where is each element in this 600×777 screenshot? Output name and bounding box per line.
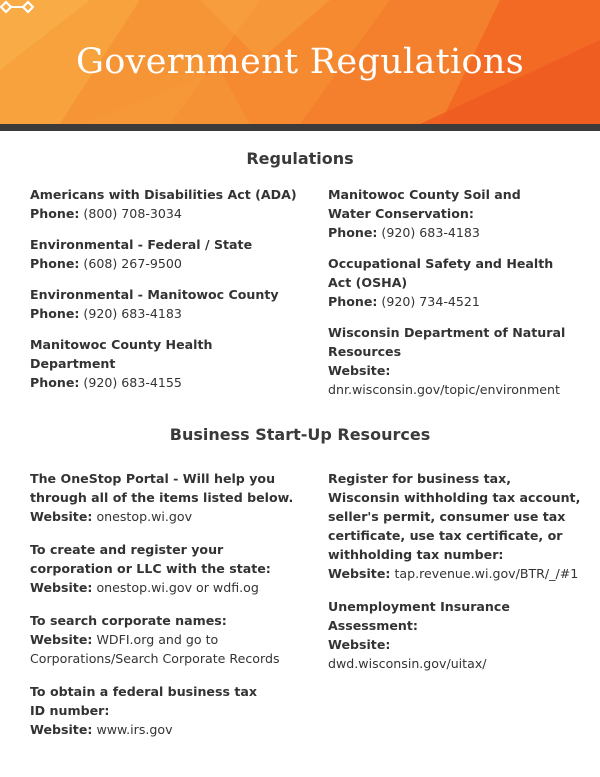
entry-name: To obtain a federal business tax ID number: (30, 684, 257, 718)
entry-name: Unemployment Insurance Assessment: (328, 599, 510, 633)
startup-heading: Business Start-Up Resources (169, 425, 431, 444)
startup-left-column (30, 469, 305, 751)
entry-label: Phone: (328, 225, 378, 240)
regulations-left-column (30, 185, 305, 404)
header-divider-band (0, 124, 600, 131)
entry-link[interactable]: tap.revenue.wi.gov/BTR/_/#1 (394, 566, 579, 581)
entry-label: Phone: (30, 206, 80, 221)
list-item (328, 254, 578, 311)
list-item (30, 469, 305, 526)
entry-value: (920) 683-4183 (381, 225, 480, 240)
entry-link[interactable]: www.irs.gov (96, 722, 173, 737)
entry-label: Website: (30, 722, 93, 737)
entry-label: Website: (328, 637, 391, 652)
entry-value: (920) 734-4521 (381, 294, 480, 309)
list-item (30, 185, 305, 223)
entry-value: (920) 683-4155 (83, 375, 182, 390)
entry-label: Website: (30, 509, 93, 524)
entry-label: Website: (30, 632, 93, 647)
entry-name: Americans with Disabilities Act (ADA) (30, 187, 297, 202)
entry-label: Phone: (30, 306, 80, 321)
entry-name: Environmental - Manitowoc County (30, 287, 279, 302)
header-banner (0, 0, 600, 124)
list-item (328, 185, 528, 242)
list-item (30, 540, 305, 597)
entry-link[interactable]: onestop.wi.gov (96, 509, 193, 524)
entry-label: Website: (328, 566, 391, 581)
entry-name: Register for business tax, Wisconsin withholding tax account, seller's permit, consumer use tax certificate, use tax certificate, or withholding tax number: (328, 471, 581, 562)
entry-link[interactable]: WDFI.org and go to Corporations/Search Corporate Records (30, 632, 280, 666)
entry-value: (920) 683-4183 (83, 306, 182, 321)
entry-link[interactable]: dnr.wisconsin.gov/topic/environment (328, 382, 560, 397)
list-item (328, 469, 583, 583)
entry-name: Manitowoc County Health Department (30, 337, 213, 371)
banner-title-row (0, 0, 600, 124)
entry-name: To create and register your corporation or LLC with the state: (30, 542, 271, 576)
entry-name: Environmental - Federal / State (30, 237, 253, 252)
list-item (30, 682, 260, 739)
entry-link[interactable]: onestop.wi.gov or wdfi.og (96, 580, 259, 595)
entry-name: Manitowoc County Soil and Water Conservation: (328, 187, 521, 221)
page-title: Government Regulations (76, 42, 524, 82)
entry-label: Phone: (30, 256, 80, 271)
list-item (30, 285, 305, 323)
startup-right-column (328, 469, 583, 685)
entry-label: Phone: (328, 294, 378, 309)
entry-name: The OneStop Portal - Will help you through all of the items listed below. (30, 471, 294, 505)
regulations-heading: Regulations (246, 149, 354, 168)
entry-label: Website: (328, 363, 391, 378)
entry-value: (608) 267-9500 (83, 256, 182, 271)
entry-name: Occupational Safety and Health Act (OSHA) (328, 256, 554, 290)
entry-link[interactable]: dwd.wisconsin.gov/uitax/ (328, 656, 487, 671)
list-item (328, 323, 573, 399)
ornament-right-icon (0, 0, 34, 14)
list-item (30, 335, 230, 392)
list-item (30, 235, 305, 273)
entry-name: Wisconsin Department of Natural Resources (328, 325, 566, 359)
regulations-right-column (328, 185, 578, 411)
entry-value: (800) 708-3034 (83, 206, 182, 221)
list-item (30, 611, 305, 668)
entry-label: Website: (30, 580, 93, 595)
entry-name: To search corporate names: (30, 613, 227, 628)
entry-label: Phone: (30, 375, 80, 390)
list-item (328, 597, 528, 673)
